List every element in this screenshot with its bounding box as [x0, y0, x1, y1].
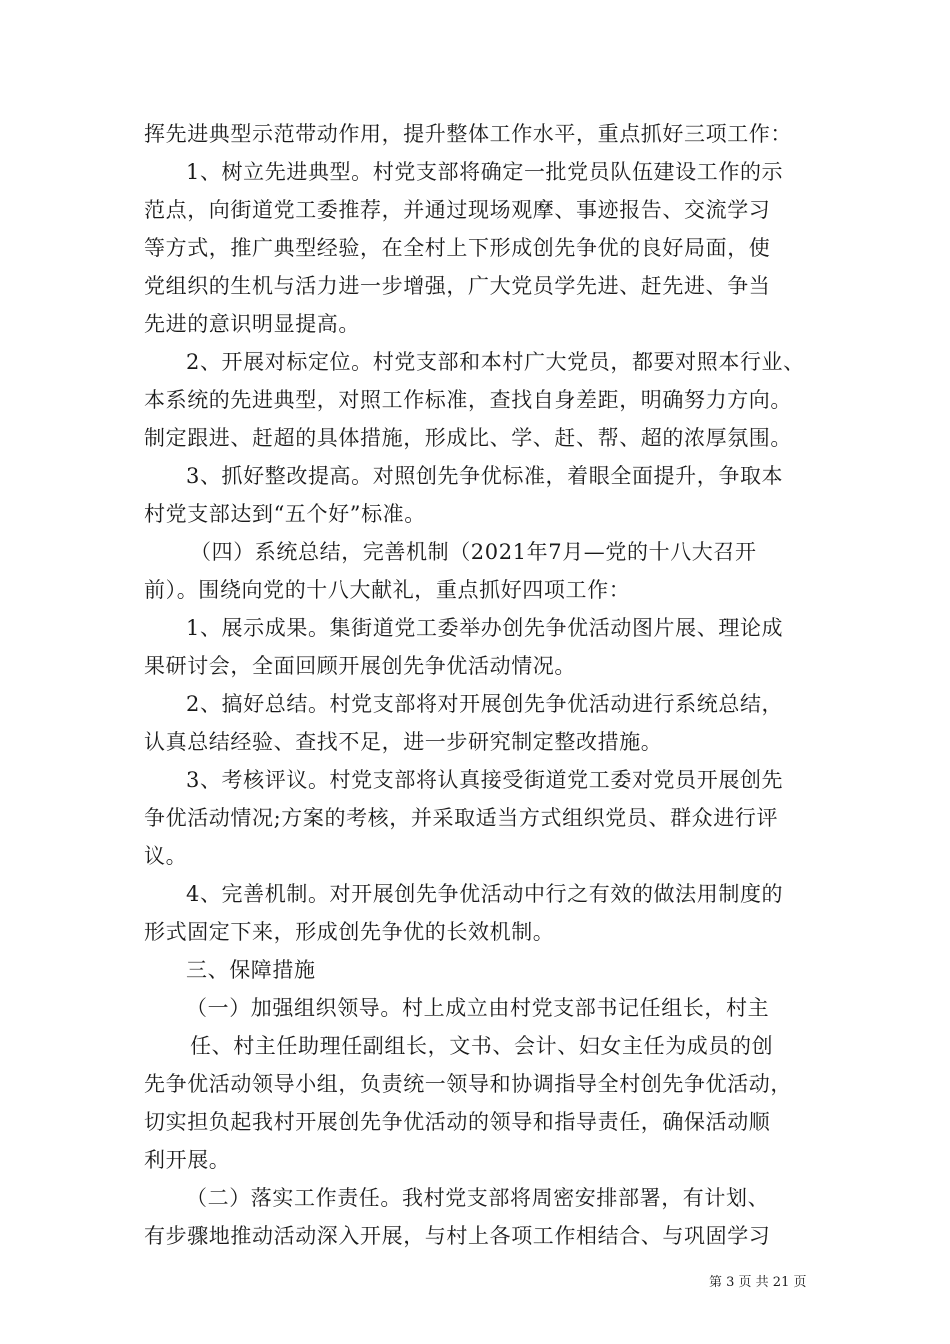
text-line: 2、开展对标定位。村党支部和本村广大党员，都要对照本行业、 [186, 350, 805, 374]
section-heading: 三、保障措施 [186, 958, 316, 982]
text-line: 1、树立先进典型。村党支部将确定一批党员队伍建设工作的示 [186, 160, 784, 184]
text-line: （二）落实工作责任。我村党支部将周密安排部署，有计划、 [186, 1186, 770, 1210]
text-line: 切实担负起我村开展创先争优活动的领导和指导责任，确保活动顺 [144, 1110, 771, 1134]
text-line: 认真总结经验、查找不足，进一步研究制定整改措施。 [144, 730, 663, 754]
text-line: 4、完善机制。对开展创先争优活动中行之有效的做法用制度的 [186, 882, 784, 906]
text-line: 果研讨会，全面回顾开展创先争优活动情况。 [144, 654, 576, 678]
text-line: 形式固定下来，形成创先争优的长效机制。 [144, 920, 555, 944]
section-heading: （四）系统总结，完善机制（2021年7月—党的十八大召开 [190, 540, 757, 564]
text-line: 有步骤地推动活动深入开展，与村上各项工作相结合、与巩固学习 [144, 1224, 771, 1248]
text-line: 村党支部达到“五个好”标准。 [144, 502, 426, 526]
text-line: 3、抓好整改提高。对照创先争优标准，着眼全面提升，争取本 [186, 464, 784, 488]
text-line: 范点，向街道党工委推荐，并通过现场观摩、事迹报告、交流学习 [144, 198, 771, 222]
text-line: 等方式，推广典型经验，在全村上下形成创先争优的良好局面，使 [144, 236, 771, 260]
text-line: 任、村主任助理任副组长，文书、会计、妇女主任为成员的创 [190, 1034, 774, 1058]
text-line: 党组织的生机与活力进一步增强，广大党员学先进、赶先进、争当 [144, 274, 771, 298]
text-line: 先进的意识明显提高。 [144, 312, 360, 336]
text-line: 2、搞好总结。村党支部将对开展创先争优活动进行系统总结， [186, 692, 784, 716]
page-number: 第 3 页 共 21 页 [709, 1275, 807, 1290]
text-line: 争优活动情况;方案的考核，并采取适当方式组织党员、群众进行评 [144, 806, 779, 830]
text-line: 1、展示成果。集街道党工委举办创先争优活动图片展、理论成 [186, 616, 784, 640]
text-line: 制定跟进、赶超的具体措施，形成比、学、赶、帮、超的浓厚氛围。 [144, 426, 792, 450]
text-line: 挥先进典型示范带动作用，提升整体工作水平，重点抓好三项工作： [144, 122, 792, 146]
text-line: （一）加强组织领导。村上成立由村党支部书记任组长，村主 [186, 996, 770, 1020]
text-line: 本系统的先进典型，对照工作标准，查找自身差距，明确努力方向。 [144, 388, 792, 412]
text-line: 先争优活动领导小组，负责统一领导和协调指导全村创先争优活动， [144, 1072, 792, 1096]
text-line: 利开展。 [144, 1148, 231, 1172]
text-line: 3、考核评议。村党支部将认真接受街道党工委对党员开展创先 [186, 768, 784, 792]
text-line: 议。 [144, 844, 188, 868]
text-line: 前）。围绕向党的十八大献礼，重点抓好四项工作： [144, 578, 631, 602]
